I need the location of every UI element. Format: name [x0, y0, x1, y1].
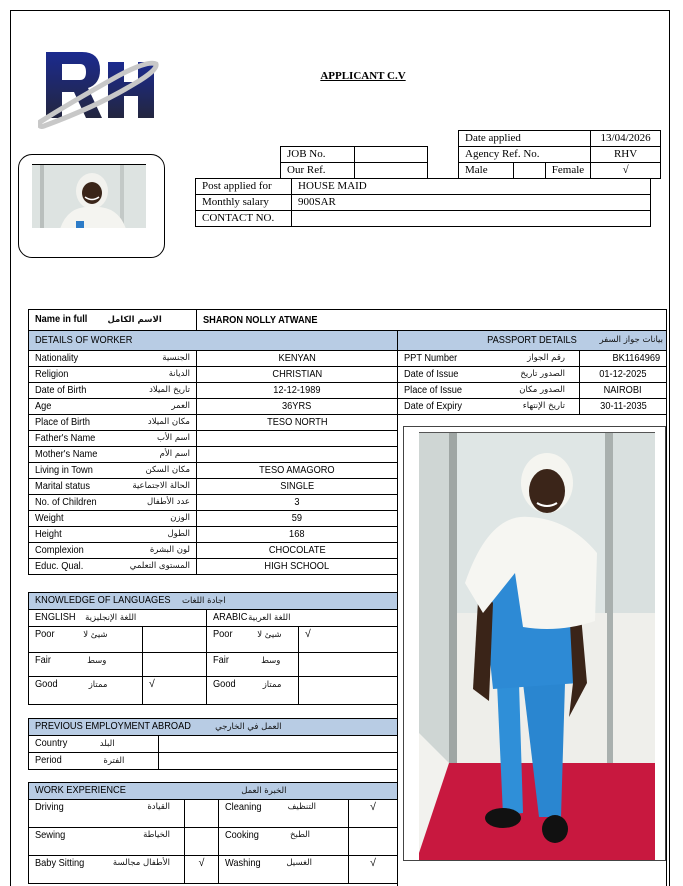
row-label: Educ. Qual. — [35, 560, 84, 572]
row-label-ar: تاريخ الإنتهاء — [522, 401, 565, 411]
table-row — [29, 367, 398, 383]
skill-label: Sewing — [35, 829, 66, 841]
experience-header-ar: الخبرة العمل — [241, 786, 287, 796]
washing-check: √ — [349, 856, 398, 884]
row-label-ar: لون البشرة — [149, 545, 190, 555]
row-value: 168 — [289, 528, 305, 540]
row-value: HIGH SCHOOL — [264, 560, 330, 572]
post-applied-value: HOUSE MAID — [292, 179, 651, 195]
name-label: Name in full — [35, 313, 88, 325]
row-value: TESO NORTH — [266, 416, 328, 428]
row-label: Date of Birth — [35, 384, 87, 396]
english-header — [29, 610, 207, 627]
row-value: NAIROBI — [603, 384, 643, 396]
row-label: No. of Children — [35, 496, 97, 508]
english-poor-check — [143, 627, 207, 653]
male-label: Male — [459, 163, 514, 179]
row-label-ar: الجنسية — [162, 353, 190, 363]
row-value: CHOCOLATE — [268, 544, 326, 556]
table-row — [29, 463, 398, 479]
date-applied-value: 13/04/2026 — [591, 131, 661, 147]
level-label: Poor — [35, 628, 55, 640]
skill-label: Cleaning — [225, 801, 262, 813]
row-value: 30-11-2035 — [599, 400, 647, 412]
languages-header-label: KNOWLEDGE OF LANGUAGES — [35, 594, 171, 606]
name-table — [28, 309, 667, 331]
level-label: Fair — [213, 654, 229, 666]
table-row — [398, 367, 667, 383]
row-label: Nationality — [35, 352, 79, 364]
agency-ref-value: RHV — [591, 147, 661, 163]
row-label-ar: عدد الأطفال — [146, 497, 190, 507]
level-label: Good — [213, 678, 236, 690]
table-row — [29, 495, 398, 511]
name-label-cell — [29, 310, 197, 331]
level-label-ar: وسط — [87, 656, 107, 666]
passport-header — [398, 331, 667, 351]
skill-label-ar: الخياطة — [143, 830, 170, 840]
table-row — [29, 543, 398, 559]
row-label: Age — [35, 400, 52, 412]
salary-value: 900SAR — [292, 195, 651, 211]
row-value: BK1164969 — [612, 352, 660, 364]
english-fair-check — [143, 653, 207, 677]
job-ref-table — [280, 146, 428, 179]
male-check — [514, 163, 545, 179]
table-row — [29, 736, 398, 753]
application-info-table — [458, 130, 661, 179]
row-label: Place of Birth — [35, 416, 90, 428]
row-label-ar: اسم الأم — [159, 449, 190, 459]
row-label-ar: الفترة — [103, 756, 125, 766]
row-label: Complexion — [35, 544, 84, 556]
employment-header-ar: العمل في الخارجي — [215, 722, 282, 732]
row-label: Country — [35, 737, 68, 749]
arabic-header — [207, 610, 398, 627]
experience-row — [29, 856, 398, 884]
row-label-ar: الصدور تاريخ — [520, 369, 565, 379]
row-label-ar: مكان الميلاد — [147, 417, 190, 427]
row-value: 59 — [291, 512, 303, 524]
english-good-check: √ — [143, 677, 207, 705]
row-label: PPT Number — [404, 352, 458, 364]
languages-table — [28, 592, 398, 705]
language-level-row — [29, 653, 398, 677]
table-row — [398, 383, 667, 399]
arabic-label: ARABIC — [213, 611, 248, 623]
table-row — [398, 399, 667, 415]
languages-header — [29, 593, 398, 610]
level-label: Good — [35, 678, 58, 690]
employment-header — [29, 719, 398, 736]
level-label: Poor — [213, 628, 233, 640]
row-value — [159, 736, 398, 753]
language-level-row — [29, 627, 398, 653]
skill-label: Baby Sitting — [35, 857, 85, 869]
table-row — [29, 559, 398, 575]
row-label-ar: العمر — [171, 401, 190, 411]
previous-employment-table — [28, 718, 398, 770]
row-label: Marital status — [35, 480, 90, 492]
worker-details-table — [28, 330, 398, 575]
row-label-ar: الوزن — [170, 513, 190, 523]
job-no-value — [355, 147, 428, 163]
work-experience-table — [28, 782, 398, 884]
passport-details-table — [397, 330, 667, 415]
row-label-ar: المستوى التعلمي — [129, 561, 190, 571]
cooking-check — [349, 828, 398, 856]
row-value: KENYAN — [278, 352, 316, 364]
row-label-ar: الحالة الاجتماعية — [132, 481, 190, 491]
row-label: Date of Expiry — [404, 400, 463, 412]
employment-header-label: PREVIOUS EMPLOYMENT ABROAD — [35, 720, 191, 732]
row-value: 01-12-2025 — [599, 368, 647, 380]
job-no-label: JOB No. — [281, 147, 355, 163]
row-label: Place of Issue — [404, 384, 463, 396]
skill-label-ar: التنظيف — [287, 802, 316, 812]
cleaning-check: √ — [349, 800, 398, 828]
table-row — [29, 415, 398, 431]
our-ref-value — [355, 163, 428, 179]
languages-header-ar: اجادة اللغات — [181, 596, 226, 606]
contact-label: CONTACT NO. — [196, 211, 292, 227]
sewing-check — [185, 828, 219, 856]
table-row — [29, 753, 398, 770]
row-label: Living in Town — [35, 464, 93, 476]
level-label: Fair — [35, 654, 51, 666]
table-row — [29, 511, 398, 527]
table-row — [29, 383, 398, 399]
female-check: √ — [591, 163, 661, 179]
english-label-ar: اللغة الإنجليزية — [85, 613, 137, 623]
language-level-row — [29, 677, 398, 705]
skill-label-ar: الطبخ — [290, 830, 310, 840]
arabic-fair-check — [299, 653, 398, 677]
experience-header-label: WORK EXPERIENCE — [35, 784, 126, 796]
baby-sitting-check: √ — [185, 856, 219, 884]
table-row — [398, 351, 667, 367]
skill-label: Washing — [225, 857, 261, 869]
row-label: Height — [35, 528, 62, 540]
level-label-ar: شيئ لا — [83, 630, 108, 640]
applicant-thumbnail-photo — [32, 164, 146, 228]
row-label: Weight — [35, 512, 64, 524]
level-label-ar: ممتاز — [262, 680, 282, 690]
skill-label: Driving — [35, 801, 64, 813]
female-label: Female — [545, 163, 590, 179]
post-table — [195, 178, 651, 227]
driving-check — [185, 800, 219, 828]
arabic-label-ar: اللغة العربية — [248, 613, 291, 623]
our-ref-label: Our Ref. — [281, 163, 355, 179]
level-label-ar: شيئ لا — [257, 630, 282, 640]
name-value: SHARON NOLLY ATWANE — [203, 313, 318, 326]
row-value: 36YRS — [282, 400, 312, 412]
post-applied-label: Post applied for — [196, 179, 292, 195]
passport-header-label: PASSPORT DETAILS — [487, 334, 577, 346]
company-logo — [38, 48, 160, 130]
arabic-poor-check: √ — [299, 627, 398, 653]
row-label-ar: مكان السكن — [145, 465, 190, 475]
row-label-ar: اسم الأب — [156, 433, 190, 443]
row-label: Father's Name — [35, 432, 96, 444]
name-label-ar: الاسم الكامل — [107, 315, 162, 325]
experience-row — [29, 828, 398, 856]
agency-ref-label: Agency Ref. No. — [459, 147, 591, 163]
row-label-ar: الطول — [167, 529, 190, 539]
row-label-ar: رقم الجواز — [527, 353, 565, 363]
row-value: 12-12-1989 — [273, 384, 321, 396]
row-value: 3 — [294, 496, 300, 508]
table-row — [29, 527, 398, 543]
row-value — [159, 753, 398, 770]
applicant-full-photo — [419, 432, 655, 860]
salary-label: Monthly salary — [196, 195, 292, 211]
table-row — [29, 479, 398, 495]
row-value: SINGLE — [280, 480, 314, 492]
worker-details-header: DETAILS OF WORKER — [29, 331, 398, 351]
table-row — [29, 447, 398, 463]
table-row — [29, 351, 398, 367]
row-label-ar: الصدور مكان — [519, 385, 565, 395]
document-title: APPLICANT C.V — [320, 70, 406, 82]
date-applied-label: Date applied — [459, 131, 591, 147]
level-label-ar: وسط — [261, 656, 281, 666]
row-label: Period — [35, 754, 62, 766]
english-label: ENGLISH — [35, 611, 76, 623]
experience-row — [29, 800, 398, 828]
table-row — [29, 399, 398, 415]
row-label: Religion — [35, 368, 69, 380]
row-label: Mother's Name — [35, 448, 98, 460]
row-label-ar: البلد — [99, 739, 115, 749]
row-label: Date of Issue — [404, 368, 459, 380]
row-value: CHRISTIAN — [272, 368, 322, 380]
skill-label-ar: الغسيل — [286, 858, 312, 868]
row-label-ar: تاريخ الميلاد — [149, 385, 190, 395]
passport-header-ar: بيانات جواز السفر — [599, 335, 663, 345]
table-row — [29, 431, 398, 447]
name-value-cell — [197, 310, 667, 331]
row-value: TESO AMAGORO — [259, 464, 335, 476]
arabic-good-check — [299, 677, 398, 705]
experience-header — [29, 783, 398, 800]
level-label-ar: ممتاز — [88, 680, 108, 690]
contact-value — [292, 211, 651, 227]
skill-label-ar: الأطفال مجالسة — [112, 858, 170, 868]
skill-label: Cooking — [225, 829, 259, 841]
skill-label-ar: القيادة — [147, 802, 170, 812]
row-label-ar: الديانة — [168, 369, 190, 379]
